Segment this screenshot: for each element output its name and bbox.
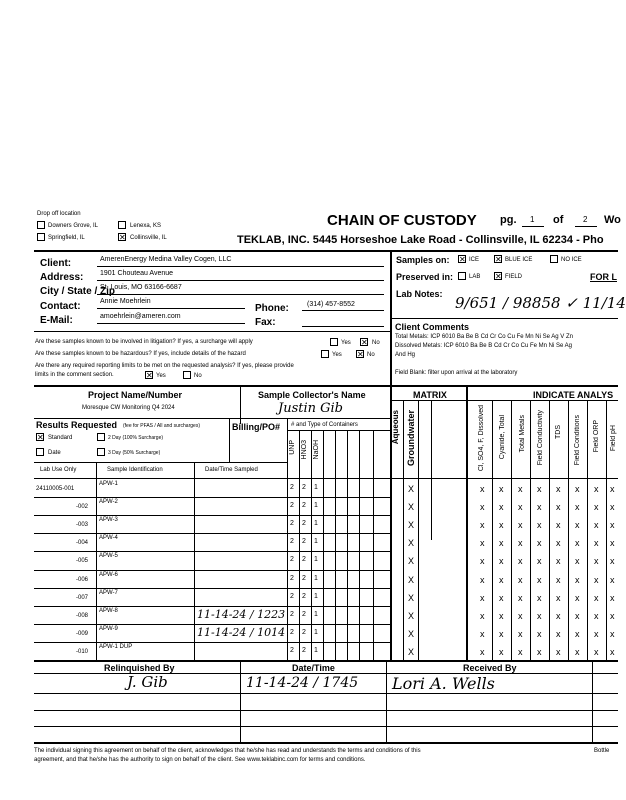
analysis-mark: x	[556, 628, 561, 639]
analysis-label: INDICATE ANALYS	[533, 390, 614, 400]
row-divider	[34, 606, 287, 607]
row-divider	[34, 515, 287, 516]
sample-id: APW-1	[99, 481, 118, 487]
footer-right: Bottle	[594, 748, 610, 754]
col-lab-use: Lab Use Only	[40, 467, 77, 473]
analysis-mark: x	[499, 556, 504, 567]
row-divider	[34, 624, 287, 625]
project-value[interactable]: Moresque CW Monitoring Q4 2024	[82, 405, 175, 411]
sample-id: APW-6	[99, 571, 118, 578]
field-label: FIELD	[505, 274, 523, 280]
col-sample-id: Sample Identification	[107, 467, 163, 473]
sample-datetime[interactable]: 11-14-24 / 1223	[197, 607, 286, 621]
container-count: 1	[314, 484, 318, 491]
analysis-mark: x	[499, 610, 504, 621]
analysis-mark: x	[575, 628, 580, 639]
analysis-mark: x	[537, 592, 542, 603]
container-col-naoh: NaOH	[313, 440, 320, 460]
analysis-mark: x	[594, 556, 599, 567]
analysis-mark: x	[518, 646, 523, 657]
analysis-mark: x	[575, 520, 580, 531]
form-title: CHAIN OF CUSTODY	[327, 212, 477, 229]
analysis-mark: x	[575, 538, 580, 549]
sample-id: APW-5	[99, 553, 118, 560]
analysis-mark: x	[594, 646, 599, 657]
analysis-mark: x	[480, 538, 485, 549]
page-label: pg.	[500, 214, 517, 226]
row-divider	[287, 642, 390, 643]
lenexa-label: Lenexa, KS	[130, 223, 162, 229]
analysis-mark: x	[610, 556, 615, 567]
container-col-unp: UNP	[289, 440, 296, 455]
container-count: 2	[290, 574, 294, 582]
received-signature[interactable]: Lori A. Wells	[392, 674, 495, 693]
matrix-mark: X	[408, 556, 415, 567]
analysis-mark: x	[537, 502, 542, 513]
comments-line4: Field Blank: filter upon arrival at the laboratory	[395, 370, 518, 376]
analysis-mark: x	[610, 538, 615, 549]
question-hazardous: Are these samples known to be hazardous? If yes, include details of the hazard	[35, 351, 246, 357]
analysis-mark: x	[556, 520, 561, 531]
container-count: 1	[314, 502, 318, 510]
analysis-mark: x	[575, 610, 580, 621]
results-label: Results Requested	[36, 420, 118, 430]
phone-label: Phone:	[255, 303, 289, 314]
container-count: 2	[302, 556, 306, 564]
address-label: Address:	[40, 272, 84, 283]
matrix-mark: X	[408, 646, 415, 657]
company-line: TEKLAB, INC. 5445 Horseshoe Lake Road - Collinsville, IL 62234 - Pho	[237, 234, 604, 246]
analysis-mark: x	[556, 610, 561, 621]
container-count: 2	[302, 610, 306, 618]
analysis-col-5: TDS	[555, 425, 562, 439]
email-value[interactable]: amoehrlein@ameren.com	[100, 313, 181, 320]
container-count: 2	[290, 556, 294, 564]
sample-id: APW-9	[99, 625, 118, 632]
hazardous-no-checkbox[interactable]: ✕	[357, 350, 364, 359]
analysis-mark: x	[499, 520, 504, 531]
analysis-mark: x	[518, 592, 523, 603]
analysis-mark: x	[480, 520, 485, 531]
analysis-mark: x	[480, 502, 485, 513]
analysis-mark: x	[556, 538, 561, 549]
lab-number: -010	[76, 648, 89, 655]
no-ice-label: NO ICE	[561, 257, 582, 263]
analysis-mark: x	[610, 610, 615, 621]
hazardous-yes-label: Yes	[332, 352, 342, 358]
received-label: Received By	[463, 663, 517, 673]
analysis-mark: x	[518, 484, 523, 494]
matrix-col-aqueous: Aqueous	[391, 410, 400, 445]
litigation-no-label: No	[372, 340, 380, 346]
client-label: Client:	[40, 258, 72, 269]
lab-checkbox[interactable]	[458, 272, 466, 280]
analysis-mark: x	[556, 592, 561, 603]
analysis-mark: x	[480, 646, 485, 657]
analysis-mark: x	[594, 538, 599, 549]
matrix-mark: X	[408, 502, 415, 513]
limits-no-label: No	[194, 373, 202, 379]
lab-number: -007	[76, 594, 89, 601]
lab-number: 24110005-001	[36, 486, 75, 492]
container-count: 2	[302, 574, 306, 582]
wo-label: Wo	[604, 214, 621, 226]
three-day-label: 3 Day (50% Surcharge)	[108, 450, 161, 456]
sample-id: APW-4	[99, 535, 118, 542]
analysis-mark: x	[575, 646, 580, 657]
page-number: 1	[530, 215, 535, 224]
analysis-mark: x	[556, 502, 561, 513]
collector-label: Sample Collector's Name	[258, 390, 366, 400]
container-count: 2	[302, 502, 306, 510]
row-divider	[287, 606, 390, 607]
container-count: 1	[314, 610, 318, 618]
analysis-mark: x	[480, 574, 485, 585]
container-count: 2	[290, 484, 294, 491]
collector-value[interactable]: Justin Gib	[278, 401, 344, 416]
collinsville-label: Collinsville, IL	[130, 235, 167, 241]
phone-value[interactable]: (314) 457-8552	[307, 301, 355, 308]
analysis-mark: x	[594, 628, 599, 639]
sample-id: APW-8	[99, 607, 118, 614]
container-count: 1	[314, 538, 318, 546]
comments-line2: Dissolved Metals: ICP 6010 Ba Be B Cd Cr Co Cu Fe Mn Ni Se Ag	[395, 343, 572, 349]
container-count: 1	[314, 574, 318, 582]
container-count: 1	[314, 646, 318, 654]
downers-grove-label: Downers Grove, IL	[48, 223, 99, 229]
blue-ice-checkbox[interactable]: ✕	[495, 255, 502, 264]
analysis-mark: x	[518, 556, 523, 567]
analysis-mark: x	[518, 574, 523, 585]
analysis-mark: x	[575, 484, 580, 494]
row-divider	[34, 642, 287, 643]
analysis-mark: x	[556, 574, 561, 585]
analysis-col-4: Field Conductivity	[537, 410, 544, 466]
sample-id: APW-7	[99, 589, 118, 596]
analysis-mark: x	[480, 484, 485, 494]
container-count: 2	[290, 538, 294, 546]
analysis-mark: x	[594, 592, 599, 603]
samples-on-label: Samples on:	[396, 255, 450, 265]
sample-id: APW-2	[99, 499, 118, 506]
ice-checkbox[interactable]: ✕	[459, 255, 466, 264]
analysis-mark: x	[594, 610, 599, 621]
analysis-mark: x	[537, 628, 542, 639]
three-day-checkbox[interactable]	[97, 448, 105, 456]
billing-label: Billing/PO#	[232, 422, 281, 432]
analysis-mark: x	[499, 538, 504, 549]
litigation-no-checkbox[interactable]: ✕	[361, 338, 368, 347]
container-count: 1	[314, 556, 318, 564]
matrix-col-groundwater: Groundwater	[406, 410, 416, 467]
sample-id: APW-3	[99, 517, 118, 524]
results-note: (fee for PFAS / All and surcharges)	[123, 423, 200, 429]
two-day-label: 2 Day (100% Surcharge)	[108, 435, 164, 441]
lab-number: -005	[76, 558, 89, 565]
blue-ice-label: BLUE ICE	[505, 257, 533, 263]
container-count: 2	[302, 646, 306, 654]
container-count: 1	[314, 628, 318, 636]
container-count: 2	[290, 502, 294, 510]
analysis-mark: x	[480, 592, 485, 603]
container-count: 1	[314, 520, 318, 528]
analysis-mark: x	[575, 556, 580, 567]
analysis-mark: x	[594, 574, 599, 585]
two-day-checkbox[interactable]	[97, 433, 105, 441]
container-count: 2	[302, 520, 306, 528]
analysis-mark: x	[610, 628, 615, 639]
matrix-mark: X	[408, 574, 415, 585]
matrix-mark: X	[408, 628, 415, 639]
ice-label: ICE	[469, 257, 480, 263]
row-divider	[34, 570, 287, 571]
downers-grove-checkbox[interactable]	[37, 221, 45, 229]
client-value[interactable]: AmerenEnergy Medina Valley Cogen, LLC	[100, 256, 232, 263]
container-count: 2	[302, 592, 306, 600]
container-count: 2	[290, 520, 294, 528]
limits-yes-checkbox[interactable]: ✕	[146, 371, 153, 380]
row-divider	[287, 515, 390, 516]
matrix-mark: X	[408, 592, 415, 603]
analysis-mark: x	[537, 520, 542, 531]
analysis-mark: x	[499, 592, 504, 603]
limits-no-checkbox[interactable]	[183, 371, 191, 379]
comments-line1: Total Metals: ICP 6010 Ba Be B Cd Cr Co Cu Fe Mn Ni Se Ag V Zn	[395, 334, 573, 340]
row-divider	[34, 533, 287, 534]
matrix-label: MATRIX	[413, 390, 447, 400]
contact-label: Contact:	[40, 301, 81, 312]
date-label: Date	[48, 450, 61, 456]
analysis-mark: x	[610, 592, 615, 603]
analysis-mark: x	[537, 610, 542, 621]
analysis-mark: x	[575, 592, 580, 603]
analysis-mark: x	[610, 574, 615, 585]
analysis-col-3: Total Metals	[519, 415, 526, 453]
analysis-mark: x	[518, 538, 523, 549]
page-total: 2	[583, 215, 588, 224]
analysis-mark: x	[499, 574, 504, 585]
relinquished-signature[interactable]: J. Gib	[127, 673, 168, 691]
lab-number: -009	[76, 630, 89, 637]
container-count: 2	[290, 628, 294, 636]
litigation-yes-label: Yes	[341, 340, 351, 346]
datetime-label: Date/Time	[292, 663, 335, 673]
analysis-mark: x	[575, 574, 580, 585]
row-divider	[287, 624, 390, 625]
email-label: E-Mail:	[40, 315, 73, 326]
sample-id: APW-1 DUP	[99, 643, 133, 650]
footer-line2: agreement, and that he/she has the authority to sign on behalf of the client. See www.teklabinc.com for terms and conditions.	[34, 757, 366, 763]
date-checkbox[interactable]	[36, 448, 44, 456]
analysis-mark: x	[594, 502, 599, 513]
analysis-mark: x	[610, 502, 615, 513]
preserved-label: Preserved in:	[396, 272, 454, 282]
analysis-mark: x	[499, 628, 504, 639]
footer-line1: The individual signing this agreement on behalf of the client, acknowledges that he/she has read and understands the terms and conditions of this	[34, 748, 421, 754]
analysis-col-7: Field ORP	[593, 420, 600, 453]
analysis-mark: x	[556, 556, 561, 567]
analysis-mark: x	[537, 574, 542, 585]
for-lab-label: FOR L	[590, 272, 617, 282]
container-count: 2	[302, 538, 306, 546]
analysis-mark: x	[499, 646, 504, 657]
litigation-yes-checkbox[interactable]	[330, 338, 338, 346]
fax-label: Fax:	[255, 317, 276, 328]
lenexa-checkbox[interactable]	[118, 221, 126, 229]
analysis-mark: x	[499, 502, 504, 513]
springfield-checkbox[interactable]	[37, 233, 45, 241]
lab-label: LAB	[469, 274, 481, 280]
container-col-hno3: HNO3	[301, 440, 308, 460]
matrix-mark: X	[408, 520, 415, 531]
springfield-label: Springfield, IL	[48, 235, 85, 241]
standard-label: Standard	[48, 435, 73, 441]
hazardous-no-label: No	[367, 352, 375, 358]
container-count: 2	[302, 484, 306, 491]
analysis-mark: x	[499, 484, 504, 494]
analysis-col-8: Field pH	[610, 425, 617, 452]
container-count: 2	[290, 610, 294, 618]
analysis-mark: x	[610, 520, 615, 531]
matrix-mark: X	[408, 538, 415, 549]
sample-datetime[interactable]: 11-14-24 / 1014	[197, 625, 286, 639]
row-divider	[287, 497, 390, 498]
hazardous-yes-checkbox[interactable]	[321, 350, 329, 358]
row-divider	[287, 570, 390, 571]
analysis-mark: x	[537, 538, 542, 549]
lab-number: -002	[76, 504, 89, 511]
contact-value[interactable]: Annie Moehrlein	[100, 298, 151, 305]
col-datetime: Date/Time Sampled	[205, 467, 258, 473]
analysis-mark: x	[480, 556, 485, 567]
analysis-mark: x	[610, 646, 615, 657]
analysis-mark: x	[594, 484, 599, 494]
analysis-mark: x	[537, 646, 542, 657]
comments-line3: And Hg	[395, 352, 416, 358]
analysis-mark: x	[480, 628, 485, 639]
row-divider	[34, 660, 287, 661]
lab-notes-label: Lab Notes:	[396, 289, 443, 299]
analysis-mark: x	[537, 556, 542, 567]
of-label: of	[553, 214, 564, 226]
standard-checkbox[interactable]: ✕	[37, 433, 44, 442]
matrix-mark: X	[408, 610, 415, 621]
analysis-col-6: Field Conditions	[574, 415, 581, 466]
relinquished-datetime[interactable]: 11-14-24 / 1745	[246, 675, 359, 691]
matrix-mark: X	[408, 484, 415, 494]
analysis-mark: x	[518, 520, 523, 531]
lab-number: -008	[76, 612, 89, 619]
lab-number: -004	[76, 540, 89, 547]
analysis-mark: x	[537, 484, 542, 494]
row-divider	[287, 551, 390, 552]
analysis-mark: x	[575, 502, 580, 513]
analysis-mark: x	[518, 628, 523, 639]
analysis-col-1: Cl, SO4, F, Dissolved	[478, 405, 485, 472]
analysis-mark: x	[480, 610, 485, 621]
container-count: 2	[302, 628, 306, 636]
row-divider	[287, 660, 390, 661]
city-label: City / State / Zip	[40, 286, 116, 297]
analysis-mark: x	[556, 646, 561, 657]
lab-number: -006	[76, 576, 89, 583]
project-label: Project Name/Number	[88, 390, 183, 400]
field-checkbox[interactable]: ✕	[495, 272, 502, 281]
containers-label: # and Type of Containers	[291, 422, 358, 428]
relinquished-label: Relinquished By	[104, 663, 175, 673]
row-divider	[34, 551, 287, 552]
analysis-mark: x	[610, 484, 615, 494]
row-divider	[34, 497, 287, 498]
lab-notes-handwriting[interactable]: 9/651 / 98858 ✓ 11/14	[455, 294, 626, 312]
lab-number: -003	[76, 522, 89, 529]
limits-yes-label: Yes	[156, 373, 166, 379]
analysis-mark: x	[518, 610, 523, 621]
question-limits: Are there any required reporting limits to be met on the requested analysis? If yes, please provide	[35, 363, 294, 369]
container-count: 2	[290, 646, 294, 654]
collinsville-checkbox[interactable]: ✕	[119, 233, 126, 242]
row-divider	[287, 533, 390, 534]
drop-off-label: Drop off location	[37, 211, 81, 217]
no-ice-checkbox[interactable]	[550, 255, 558, 263]
analysis-mark: x	[556, 484, 561, 494]
address-value[interactable]: 1901 Chouteau Avenue	[100, 270, 174, 277]
analysis-col-2: Cyanide, Total	[499, 415, 506, 460]
analysis-mark: x	[594, 520, 599, 531]
client-comments-label: Client Comments	[395, 322, 470, 332]
question-litigation: Are these samples known to be involved in litigation? If yes, a surcharge will apply	[35, 339, 253, 345]
question-limits-2: limits in the comment section.	[35, 372, 114, 378]
city-value[interactable]: St. Louis, MO 63166-6687	[100, 284, 182, 291]
container-count: 2	[290, 592, 294, 600]
row-divider	[34, 588, 287, 589]
row-divider	[287, 588, 390, 589]
analysis-mark: x	[518, 502, 523, 513]
container-count: 1	[314, 592, 318, 600]
